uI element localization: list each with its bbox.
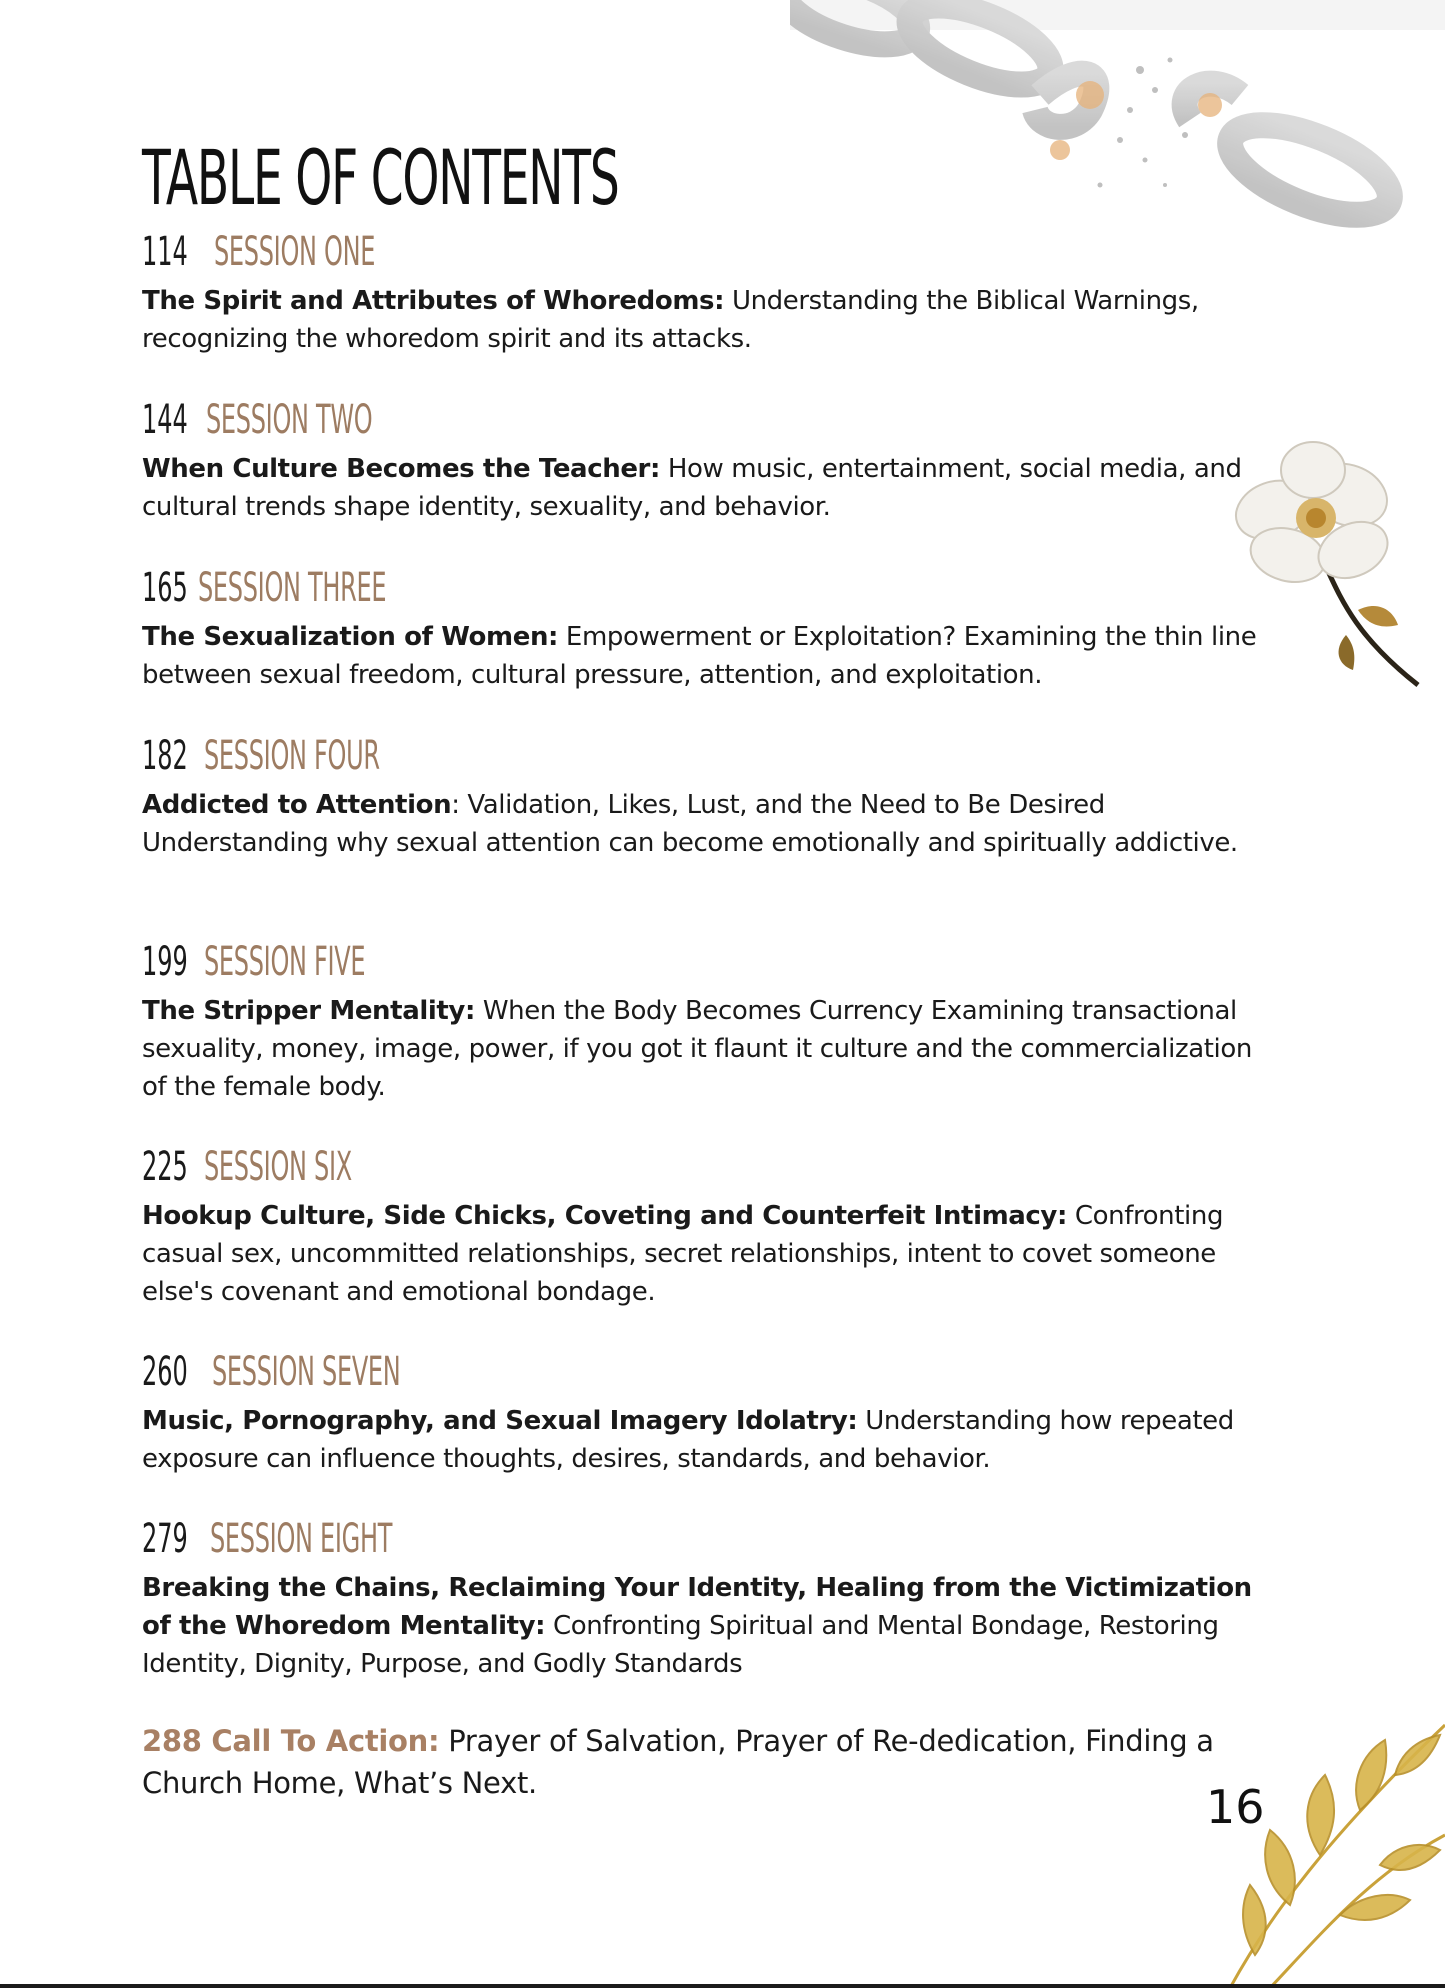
session-heading: The Stripper Mentality: xyxy=(142,996,475,1026)
session-description xyxy=(142,618,1282,694)
session-description xyxy=(142,1402,1282,1478)
toc-entry xyxy=(142,229,1282,358)
session-description xyxy=(142,786,1282,862)
session-heading: Breaking the Chains, Reclaiming Your Identity, Healing from the Victimization of the Whoredom Mentality: xyxy=(142,1573,1252,1641)
session-text: How music, entertainment, social media, and cultural trends shape identity, sexuality, and behavior. xyxy=(142,454,1242,522)
session-description xyxy=(142,1197,1282,1311)
page-number-ref: 114 xyxy=(142,229,188,275)
call-to-action-text: Prayer of Salvation, Prayer of Re-dedication, Finding a Church Home, What’s Next. xyxy=(142,1724,1214,1800)
broken-chain-image xyxy=(790,0,1445,250)
toc-entry xyxy=(142,565,1282,694)
session-text: Empowerment or Exploitation? Examining the thin line between sexual freedom, cultural pressure, attention, and exploitation. xyxy=(142,622,1257,690)
page-number-ref: 279 xyxy=(142,1516,188,1562)
session-title: SESSION FOUR xyxy=(204,733,380,779)
toc-entry xyxy=(142,733,1282,862)
session-heading: The Sexualization of Women: xyxy=(142,622,559,652)
call-to-action-label: 288 Call To Action: xyxy=(142,1724,440,1758)
toc-entry xyxy=(142,397,1282,526)
page-number-ref: 260 xyxy=(142,1349,188,1395)
page-number-ref: 165 xyxy=(142,565,188,611)
session-heading: Music, Pornography, and Sexual Imagery Idolatry: xyxy=(142,1406,858,1436)
session-heading: When Culture Becomes the Teacher: xyxy=(142,454,660,484)
session-text: Understanding the Biblical Warnings, recognizing the whoredom spirit and its attacks. xyxy=(142,286,1199,354)
toc-entry xyxy=(142,1144,1282,1311)
page-number-ref: 182 xyxy=(142,733,188,779)
session-text: Understanding how repeated exposure can influence thoughts, desires, standards, and behavior. xyxy=(142,1406,1234,1474)
session-title: SESSION ONE xyxy=(214,229,376,275)
page-title: TABLE OF CONTENTS xyxy=(142,133,619,222)
session-text: Confronting Spiritual and Mental Bondage, Restoring Identity, Dignity, Purpose, and Godly Standards xyxy=(142,1611,1219,1679)
page-number-ref: 199 xyxy=(142,939,188,985)
session-title: SESSION SIX xyxy=(204,1144,352,1190)
session-title: SESSION FIVE xyxy=(204,939,366,985)
session-description xyxy=(142,282,1282,358)
page-number-ref: 225 xyxy=(142,1144,188,1190)
bottom-border xyxy=(0,1984,1445,1988)
page-number-ref: 144 xyxy=(142,397,188,443)
session-heading: Hookup Culture, Side Chicks, Coveting and Counterfeit Intimacy: xyxy=(142,1201,1067,1231)
session-description xyxy=(142,450,1282,526)
session-title: SESSION EIGHT xyxy=(210,1516,393,1562)
toc-entry xyxy=(142,1349,1282,1478)
session-title: SESSION SEVEN xyxy=(212,1349,401,1395)
session-description xyxy=(142,992,1282,1106)
session-heading: The Spirit and Attributes of Whoredoms: xyxy=(142,286,725,316)
page-number: 16 xyxy=(1206,1780,1265,1834)
session-text: : Validation, Likes, Lust, and the Need to Be Desired Understanding why sexual attention can become emotionally and spiritually addictive. xyxy=(142,790,1238,858)
session-text: When the Body Becomes Currency Examining transactional sexuality, money, image, power, if you got it flaunt it culture and the commercialization of the female body. xyxy=(142,996,1252,1102)
session-text: Confronting casual sex, uncommitted relationships, secret relationships, intent to covet someone else's covenant and emotional bondage. xyxy=(142,1201,1224,1307)
session-title: SESSION THREE xyxy=(198,565,387,611)
session-heading: Addicted to Attention xyxy=(142,790,452,820)
session-title: SESSION TWO xyxy=(206,397,373,443)
toc-entry xyxy=(142,1516,1282,1683)
call-to-action xyxy=(142,1720,1252,1804)
session-description xyxy=(142,1569,1282,1683)
toc-entry xyxy=(142,939,1282,1106)
